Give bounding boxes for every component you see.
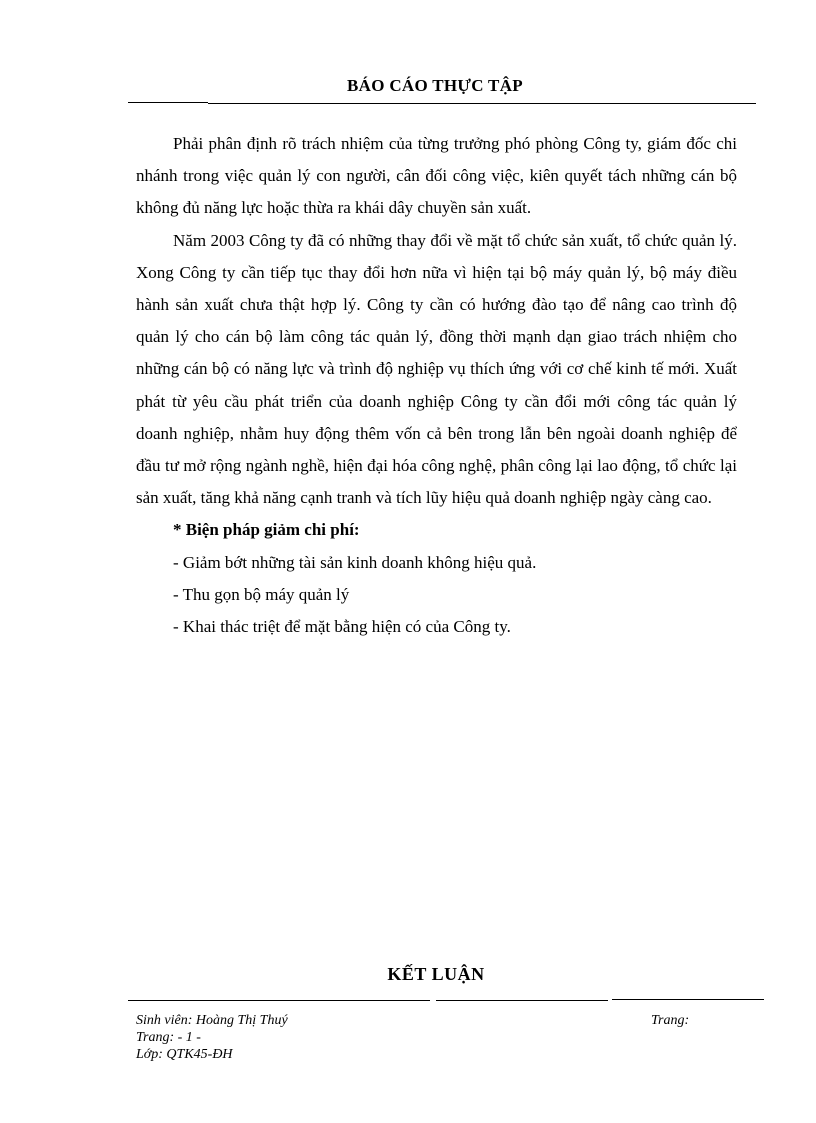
list-item: - Khai thác triệt để mặt bằng hiện có của Công ty. — [173, 617, 511, 637]
list-item: - Thu gọn bộ máy quản lý — [173, 584, 350, 604]
footer-rule-right — [612, 999, 764, 1000]
conclusion-title: KẾT LUẬN — [387, 964, 485, 984]
paragraph-responsibility: Phải phân định rõ trách nhiệm của từng trưởng phó phòng Công ty, giám đốc chi nhánh trong việc quản lý con người, cân đối công việc, kiên quyết tách những cán bộ không đủ năng lực hoặc thừa ra khái dây chuyền sản xuất. — [136, 134, 737, 218]
page-footer — [136, 1012, 766, 1063]
header-rule — [208, 103, 756, 104]
report-header-title: BÁO CÁO THỰC TẬP — [347, 76, 523, 95]
footer-page-number: Trang: - 1 - — [136, 1030, 201, 1045]
section-heading-cost-reduction: * Biện pháp giảm chi phí: — [173, 520, 360, 540]
paragraph-reorganization: Năm 2003 Công ty đã có những thay đổi về mặt tổ chức sản xuất, tổ chức quản lý. Xong Công ty cần tiếp tục thay đổi hơn nữa vì hiện tại bộ máy quản lý, bộ máy điều hành sản xuất chưa thật hợp lý. Công ty cần có hướng đào tạo để nâng cao trình độ quản lý cho cán bộ làm công tác quản lý, đồng thời mạnh dạn giao trách nhiệm cho những cán bộ có năng lực và trình độ nghiệp vụ thích ứng với cơ chế kinh tế mới. Xuất phát từ yêu cầu phát triển của doanh nghiệp Công ty cần đổi mới công tác quản lý doanh nghiệp, nhằm huy động thêm vốn cả bên trong lẫn bên ngoài doanh nghiệp để đầu tư mở rộng ngành nghề, hiện đại hóa công nghệ, phân công lại lao động, tổ chức lại sản xuất, tăng khả năng cạnh tranh và tích lũy hiệu quả doanh nghiệp ngày càng cao. — [136, 230, 737, 508]
header-rule-left — [128, 102, 208, 103]
footer-rule-middle — [436, 1000, 608, 1001]
footer-student-name: Sinh viên: Hoàng Thị Thuý — [136, 1013, 288, 1028]
footer-rule-left — [128, 1000, 430, 1001]
footer-page-label: Trang: — [651, 1013, 690, 1028]
list-item: - Giảm bớt những tài sản kinh doanh không hiệu quả. — [173, 552, 537, 572]
document-body — [136, 128, 737, 643]
footer-class: Lớp: QTK45-ĐH — [136, 1047, 233, 1062]
